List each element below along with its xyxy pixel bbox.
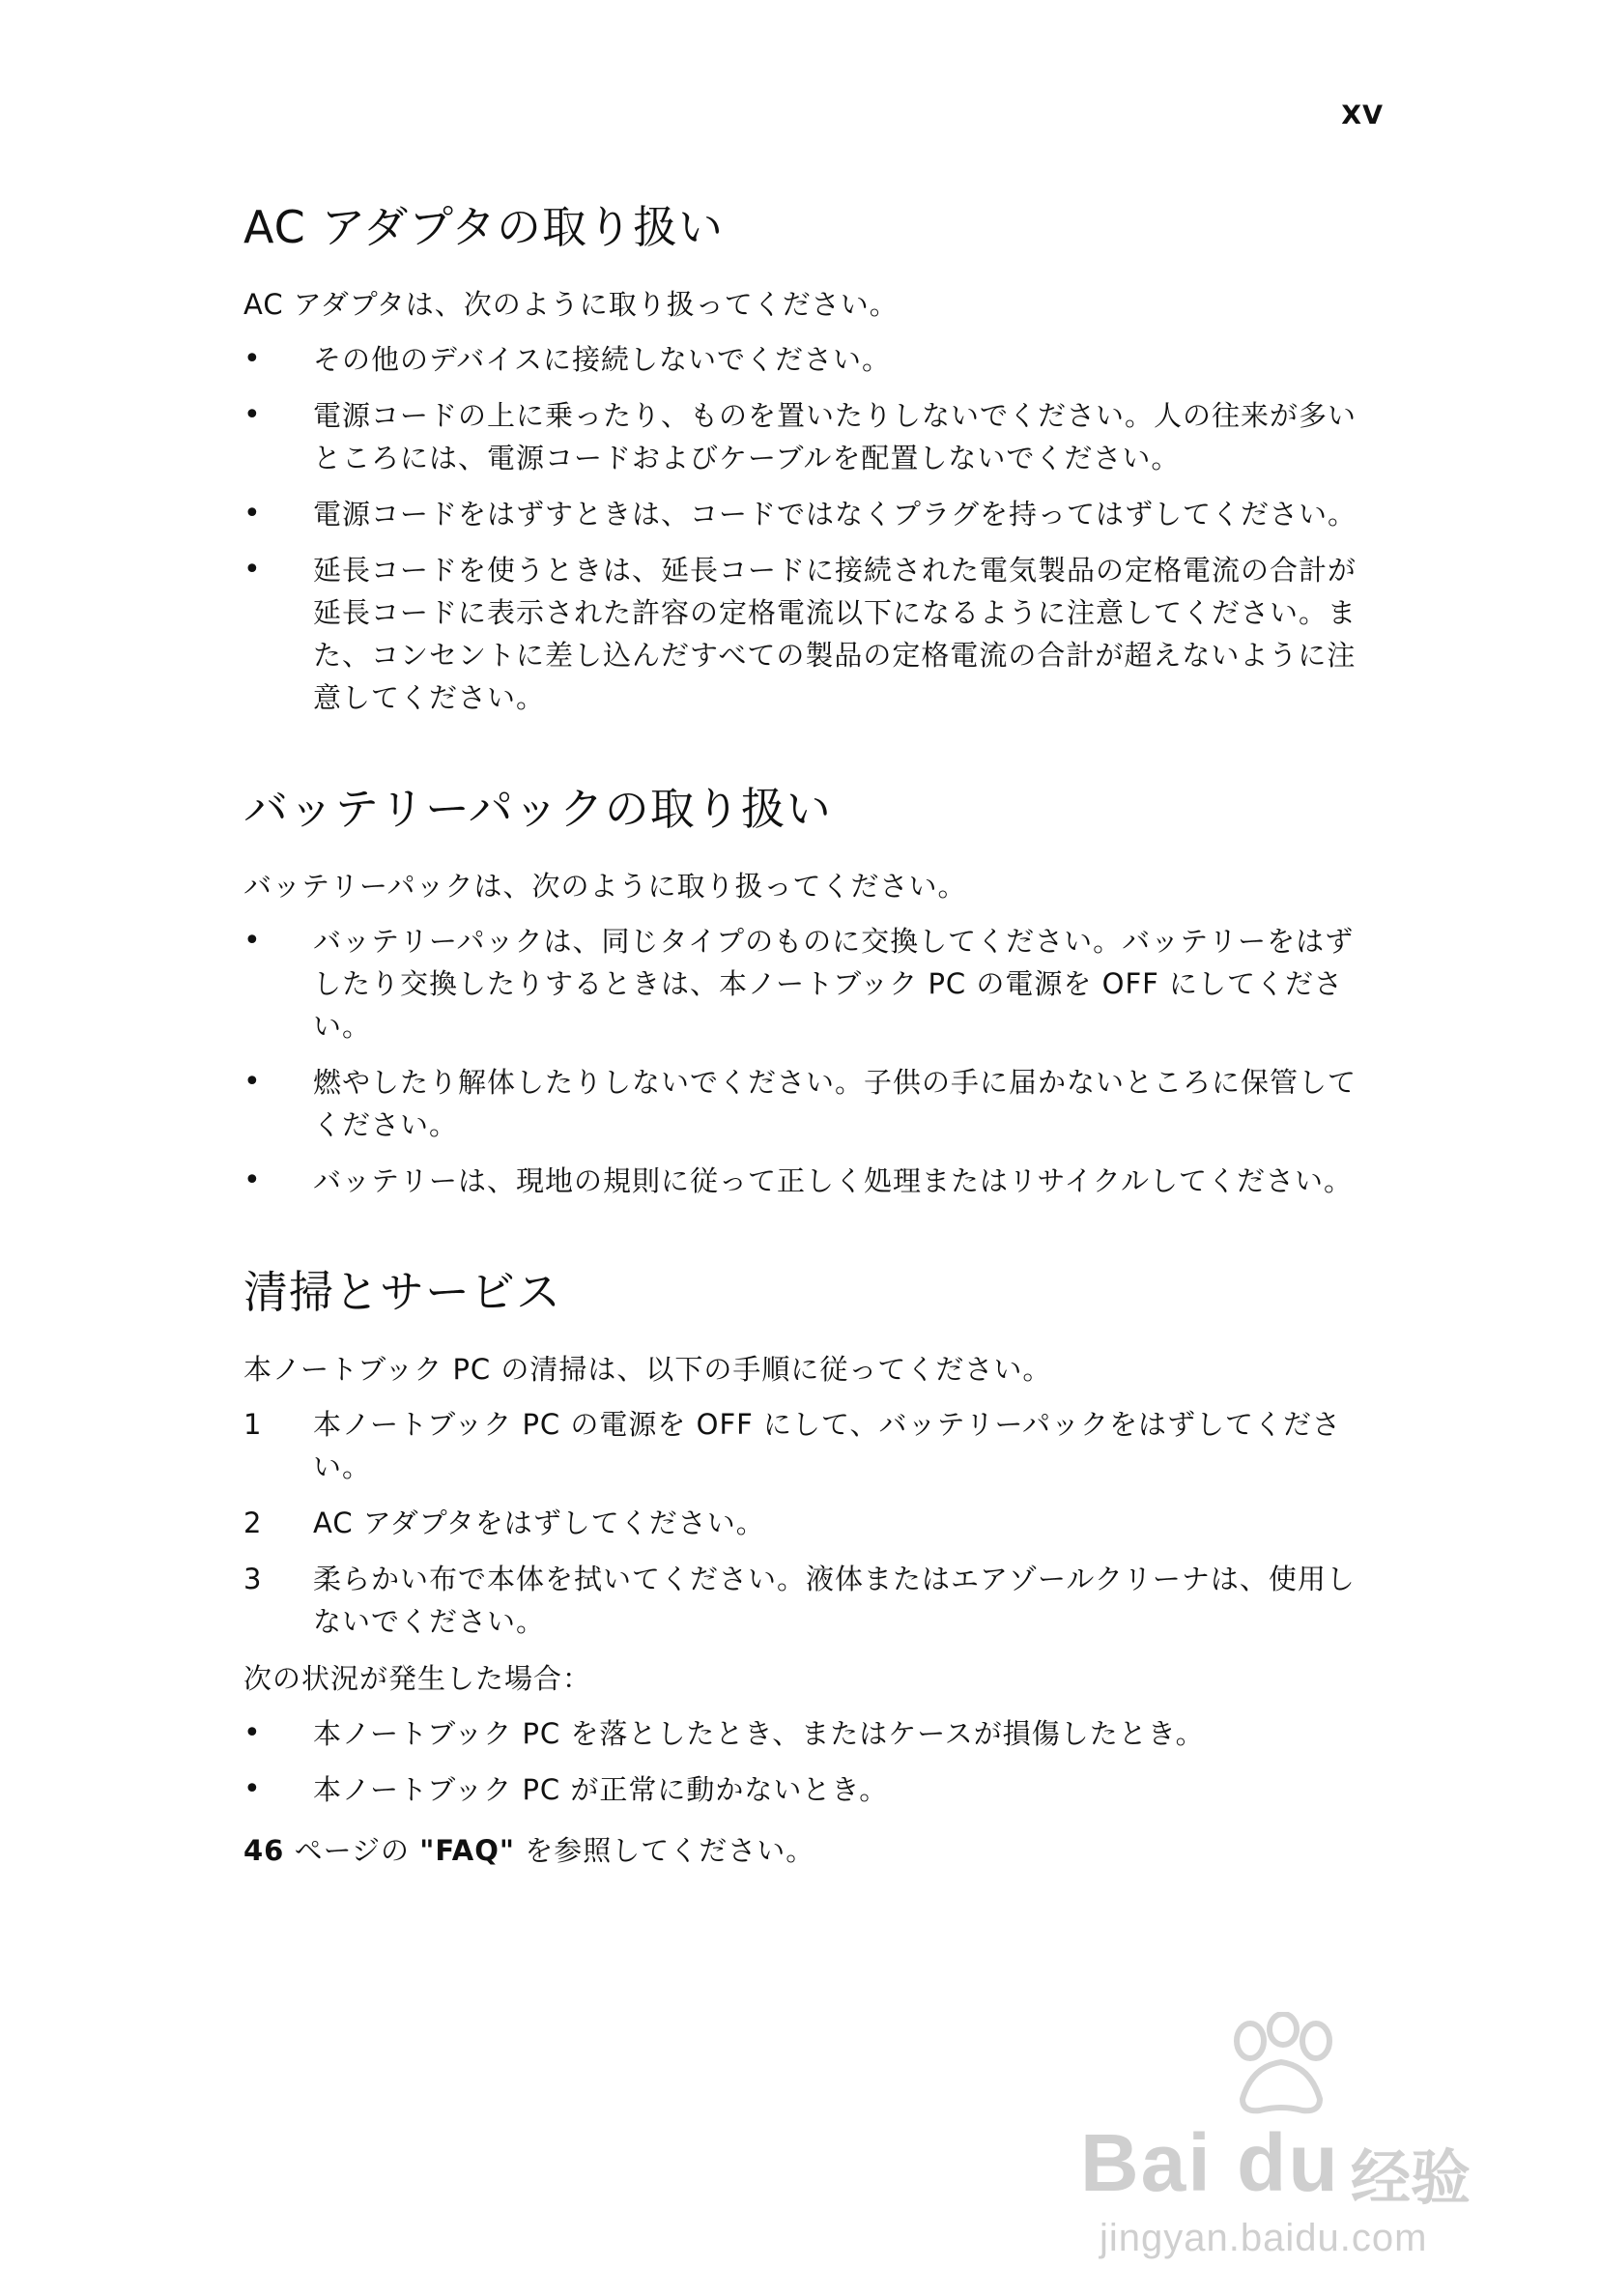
list-item-text: 本ノートブック PC を落としたとき、またはケースが損傷したとき。 (313, 1717, 1205, 1750)
faq-page-number: 46 (243, 1834, 285, 1867)
list-item-text: 電源コードをはずすときは、コードではなくプラグを持ってはずしてください。 (313, 498, 1357, 531)
list-item (243, 1160, 1364, 1202)
list-item (243, 1403, 1364, 1488)
section-cleaning-service (243, 1262, 1364, 1873)
bullet-marker: • (243, 342, 262, 376)
list-item (243, 1558, 1364, 1643)
bullet-list (243, 1712, 1364, 1811)
bullet-list (243, 338, 1364, 719)
bullet-marker: • (243, 1716, 262, 1750)
bullet-marker: • (243, 924, 262, 958)
document-body (243, 197, 1364, 1901)
list-item (243, 394, 1364, 479)
list-item (243, 1712, 1364, 1755)
numbered-list (243, 1403, 1364, 1643)
baidu-url: jingyan.baidu.com (1100, 2217, 1428, 2259)
list-item-text: 燃やしたり解体したりしないでください。子供の手に届かないところに保管してください。 (313, 1066, 1357, 1141)
step-number: 1 (243, 1408, 263, 1441)
faq-link-text: "FAQ" (419, 1834, 516, 1867)
section-intro: AC アダプタは、次のように取り扱ってください。 (243, 288, 899, 321)
bullet-marker: • (243, 1772, 262, 1806)
list-item-text: AC アダプタをはずしてください。 (313, 1507, 765, 1539)
list-item (243, 493, 1364, 535)
section-title: 清掃とサービス (243, 1266, 561, 1318)
section-ac-adapter (243, 197, 1364, 719)
section-title: AC アダプタの取り扱い (243, 201, 724, 253)
faq-reference (243, 1828, 1364, 1873)
list-item-text: バッテリーは、現地の規則に従って正しく処理またはリサイクルしてください。 (313, 1164, 1353, 1197)
section-intro: 本ノートブック PC の清掃は、以下の手順に従ってください。 (243, 1353, 1052, 1386)
faq-reference-end: を参照してください。 (515, 1834, 815, 1867)
list-item (243, 1502, 1364, 1544)
step-number: 3 (243, 1563, 263, 1595)
page-number: XV (1341, 100, 1384, 130)
list-item-text: その他のデバイスに接続しないでください。 (313, 343, 891, 376)
list-item-text: 柔らかい布で本体を拭いてください。液体またはエアゾールクリーナは、使用しないでください。 (313, 1563, 1356, 1638)
list-item (243, 1768, 1364, 1811)
bullet-marker: • (243, 398, 262, 432)
bullet-marker: • (243, 1065, 262, 1099)
section-title: バッテリーパックの取り扱い (243, 783, 832, 835)
baidu-watermark (1080, 2012, 1486, 2263)
list-item-text: 電源コードの上に乗ったり、ものを置いたりしないでください。人の往来が多いところには、電源コードおよびケーブルを配置しないでください。 (313, 399, 1357, 474)
baidu-logo-text: Bai du (1080, 2117, 1340, 2208)
paw-icon (1214, 2012, 1349, 2118)
list-item-text: 本ノートブック PC の電源を OFF にして、バッテリーパックをはずしてください。 (313, 1408, 1341, 1483)
faq-reference-text: ページの (284, 1834, 420, 1867)
bullet-list (243, 920, 1364, 1202)
list-item (243, 338, 1364, 381)
baidu-jingyan-text: 经验 (1351, 2142, 1471, 2213)
bullet-marker: • (243, 1163, 262, 1197)
section-intro: バッテリーパックは、次のように取り扱ってください。 (243, 870, 967, 903)
bullet-marker: • (243, 497, 262, 531)
list-item (243, 549, 1364, 719)
step-number: 2 (243, 1507, 263, 1539)
bullet-marker: • (243, 553, 262, 587)
list-item-text: 延長コードを使うときは、延長コードに接続された電気製品の定格電流の合計が延長コードに表示された許容の定格電流以下になるように注意してください。また、コンセントに差し込んだすべての製品の定格電流の合計が超えないように注意してください。 (313, 554, 1357, 714)
list-item-text: バッテリーパックは、同じタイプのものに交換してください。バッテリーをはずしたり交換したりするときは、本ノートブック PC の電源を OFF にしてください。 (313, 925, 1355, 1043)
conditions-intro: 次の状況が発生した場合： (243, 1662, 592, 1695)
list-item-text: 本ノートブック PC が正常に動かないとき。 (313, 1773, 889, 1806)
list-item (243, 920, 1364, 1048)
list-item (243, 1061, 1364, 1146)
section-battery-pack (243, 779, 1364, 1202)
